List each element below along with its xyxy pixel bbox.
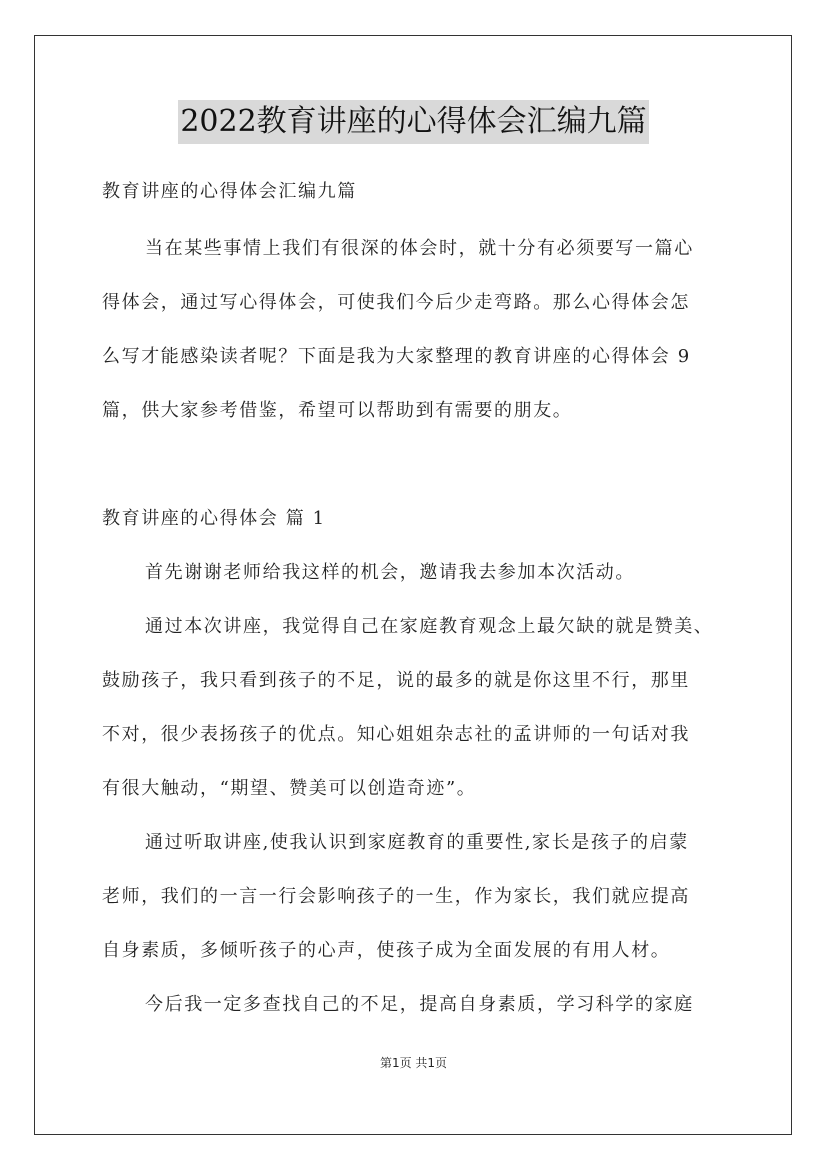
section-line: 通过听取讲座,使我认识到家庭教育的重要性,家长是孩子的启蒙 [145,832,689,853]
document-subtitle: 教育讲座的心得体会汇编九篇 [102,181,357,202]
section-line: 自身素质，多倾听孩子的心声，使孩子成为全面发展的有用人材。 [102,940,671,961]
section-heading: 教育讲座的心得体会 篇 1 [102,508,326,529]
section-line: 通过本次讲座，我觉得自己在家庭教育观念上最欠缺的就是赞美、 [145,616,714,637]
intro-line: 得体会，通过写心得体会，可使我们今后少走弯路。那么心得体会怎 [102,292,690,313]
intro-line: 当在某些事情上我们有很深的体会时，就十分有必须要写一篇心 [145,238,694,259]
section-line: 老师，我们的一言一行会影响孩子的一生，作为家长，我们就应提高 [102,886,690,907]
document-title [0,100,827,148]
section-line: 鼓励孩子，我只看到孩子的不足，说的最多的就是你这里不行，那里 [102,670,690,691]
section-line: 不对，很少表扬孩子的优点。知心姐姐杂志社的孟讲师的一句话对我 [102,724,690,745]
intro-line: 篇，供大家参考借鉴，希望可以帮助到有需要的朋友。 [102,400,573,421]
document-title-text: 2022教育讲座的心得体会汇编九篇 [178,100,648,144]
page-footer: 第1页 共1页 [379,1056,448,1070]
intro-line: 么写才能感染读者呢？下面是我为大家整理的教育讲座的心得体会 9 [102,346,691,367]
section-line: 有很大触动，“期望、赞美可以创造奇迹”。 [102,778,477,799]
section-line: 首先谢谢老师给我这样的机会，邀请我去参加本次活动。 [145,562,635,583]
section-line: 今后我一定多查找自己的不足，提高自身素质，学习科学的家庭 [145,994,694,1015]
